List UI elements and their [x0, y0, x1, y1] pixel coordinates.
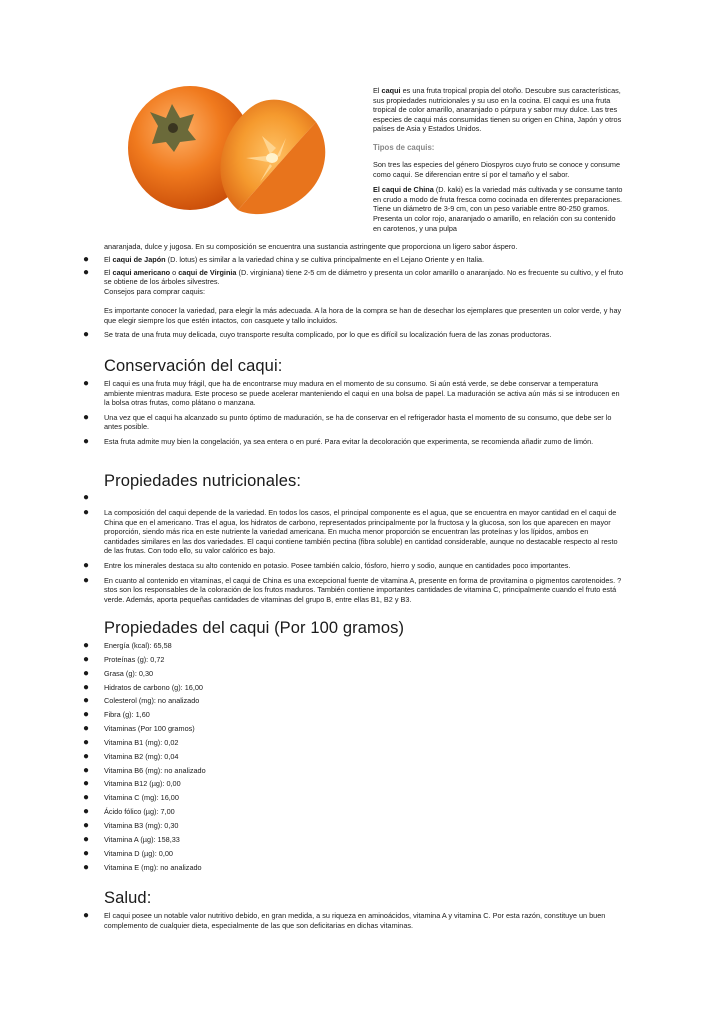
intro-column [373, 86, 625, 233]
list-item: ● En cuanto al contenido en vitaminas, el caqui de China es una excepcional fuente de vitamina A, presente en forma de provitamina o pigmentos carotenoides. ?stos son los responsables de la coloración de los frutos maduros. También contiene importantes cantidades de vitamina C, principalmente cuando el fruto está verde. Además, aporta pequeñas cantidades de vitaminas del grupo B, entre ellas B1, B2 y B3. [83, 574, 622, 604]
conservacion-list [83, 379, 624, 447]
list-item: ● El caqui americano o caqui de Virginia (D. virginiana) tiene 2-5 cm de diámetro y presenta un color amarillo o anaranjado. No es frecuente su cultivo, y el fruto se obtiene de los árboles silvestres. Consejos para comprar caquis: Es importante conocer la variedad, para elegir la más adecuada. A la hora de la compra se han de desechar los ejemplares que presenten un color verde, y hay que elegir siempre los que estén intactos, con casquete y tallo incluidos. [83, 266, 624, 325]
tabla-heading: Propiedades del caqui (Por 100 gramos) [104, 619, 405, 637]
salud-list [83, 911, 624, 930]
nutrient-item: ● Energía (kcal): 65,58 [83, 640, 172, 651]
list-item: ● Esta fruta admite muy bien la congelación, ya sea entera o en puré. Para evitar la decoloración que experimenta, se recomienda añadir zumo de limón. [83, 435, 594, 447]
tipos-subtitle: Tipos de caquis: [373, 142, 435, 152]
nutrient-item: ● Vitamina B3 (mg): 0,30 [83, 819, 179, 831]
nutrient-item: ● Colesterol (mg): no analizado [83, 695, 200, 707]
nutrient-item: ● Vitaminas (Por 100 gramos) [83, 723, 195, 735]
list-item: ● Entre los minerales destaca su alto contenido en potasio. Posee también calcio, fósforo, hierro y sodio, aunque en cantidades poco importantes. [83, 559, 571, 571]
list-item: ● Se trata de una fruta muy delicada, cuyo transporte resulta complicado, por lo que es difícil su localización fuera de las zonas productoras. [83, 329, 552, 341]
caqui-china-continuation: anaranjada, dulce y jugosa. En su composición se encuentra una sustancia astringente que proporciona un ligero sabor áspero. [104, 242, 518, 251]
types-list [83, 255, 624, 340]
conservacion-heading: Conservación del caqui: [104, 357, 283, 375]
propiedades-list [83, 493, 624, 604]
list-item: ● El caqui de Japón (D. lotus) es similar a la variedad china y se cultiva principalmente en el Lejano Oriente y en Italia. [83, 254, 485, 265]
nutrient-item: ● Vitamina C (mg): 16,00 [83, 792, 179, 804]
nutrient-item: ● Vitamina B6 (mg): no analizado [83, 764, 206, 776]
nutrient-item: ● Vitamina E (mg): no analizado [83, 861, 202, 873]
list-item: ● Una vez que el caqui ha alcanzado su punto óptimo de maduración, se ha de conservar en el refrigerador hasta el momento de su consumo, que debe ser lo antes posible. [83, 411, 612, 432]
list-item: ● El caqui es una fruta muy frágil, que ha de encontrarse muy madura en el momento de su consumo. Si aún está verde, se debe conservar a temperatura ambiente mientras madura. Este proceso se puede acelerar manteniendo el caqui en una bolsa de papel. La maduración se activa aún más si se introducen en la bolsa otras frutas, como plátano o manzana. [83, 378, 620, 408]
nutrient-item: ● Grasa (g): 0,30 [83, 667, 154, 679]
nutrient-item: ● Vitamina B2 (mg): 0,04 [83, 750, 179, 762]
intro-paragraph: El caqui es una fruta tropical propia del otoño. Descubre sus características, sus propiedades nutricionales y su uso en la cocina. El caqui es una fruta tropical de color amarillo, anaranjado o púrpura y sabor muy dulce. Las tres especies de caqui más consumidas tienen su origen en China, Japón y otros países de Asia y Estados Unidos. [373, 86, 622, 134]
list-item: ● El caqui posee un notable valor nutritivo debido, en gran medida, a su riqueza en aminoácidos, vitamina A y vitamina C. Por esta razón, constituye un buen complemento de cualquier dieta, especialmente de las que son deficitarias en dichas vitaminas. [83, 910, 606, 930]
nutrient-item: ● Proteínas (g): 0,72 [83, 653, 165, 665]
nutrient-item: ● Vitamina B1 (mg): 0,02 [83, 736, 179, 748]
nutrient-item: ● Hidratos de carbono (g): 16,00 [83, 681, 203, 693]
nutrient-item: ● Vitamina A (µg): 158,33 [83, 833, 180, 845]
caqui-china-paragraph: El caqui de China (D. kaki) es la variedad más cultivada y se consume tanto en crudo a modo de fruta fresca como cocinada en diferentes preparaciones. Tiene un diámetro de 3-9 cm, con un peso variable entre 80-250 gramos. Presenta un color rojo, anaranjado o amarillo, en relación con su contenido en carotenos, y una pulpa [373, 185, 623, 233]
nutrient-item: ● Fibra (g): 1,60 [83, 709, 150, 721]
list-item: ● [83, 492, 90, 503]
tipos-paragraph: Son tres las especies del género Diospyros cuyo fruto se conoce y consume como caqui. Se diferencian entre sí por el tamaño y el sabor. [373, 159, 621, 179]
salud-heading: Salud: [104, 889, 152, 907]
nutrient-item: ● Vitamina D (µg): 0,00 [83, 847, 173, 859]
persimmon-image [120, 78, 350, 218]
list-item: ● La composición del caqui depende de la variedad. En todos los casos, el principal componente es el agua, que se encuentra en mayor cantidad en el caqui de China que en el americano. Tras el agua, los hidratos de carbono, representados principalmente por la fructosa y la glucosa, son los que aparecen en mayor proporción, siendo más rica en este nutriente la variedad americana. En mucha menor proporción se encuentran las proteínas y los lípidos, ambos en cantidades similares en las dos variedades. El caqui contiene también pectina (fibra soluble) en cantidad considerable, aunque no destacable respecto al resto de las frutas. Con todo ello, su valor calórico es bajo. [83, 507, 618, 556]
nutrient-item: ● Ácido fólico (µg): 7,00 [83, 806, 175, 818]
tabla-list [83, 641, 624, 876]
propiedades-heading: Propiedades nutricionales: [104, 472, 302, 490]
nutrient-item: ● Vitamina B12 (µg): 0,00 [83, 778, 181, 790]
